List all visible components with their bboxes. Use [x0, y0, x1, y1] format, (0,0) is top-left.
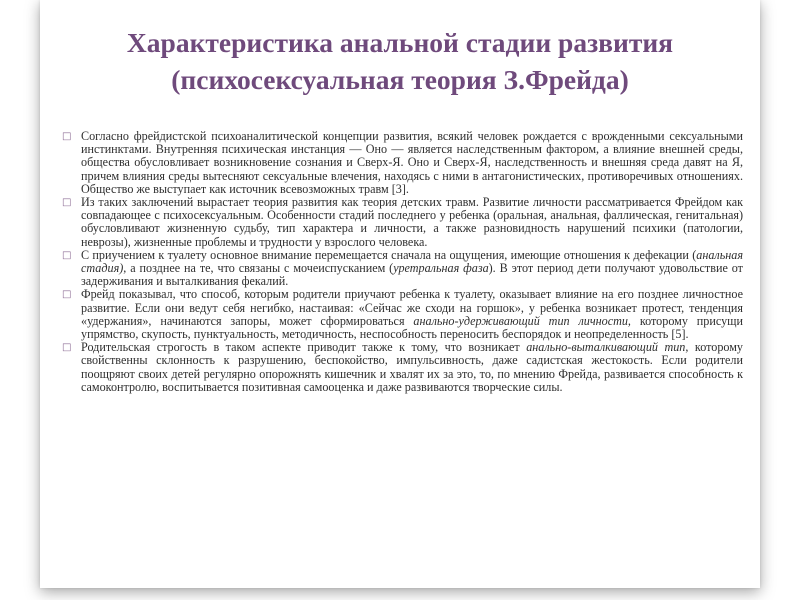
text-run: , которому свойственны склонность к разрушению, беспокойство, импульсивность, даже садистская жестокость. Если родители поощряют своих детей регулярно опорожнять кишечник и хвалят их за это, то, по мнению Фрейда, развивается способность к самоконтролю, воспитывается позитивная самооценка и даже развиваются творческие силы.: [81, 340, 743, 394]
bullet-square-icon: □: [62, 289, 72, 301]
italic-term: анально-выталкивающий тип: [526, 340, 686, 355]
bullet-text-1: [81, 129, 743, 196]
text-run: Фрейд показывал, что способ, которым родители приучают ребенка к туалету, оказывает влияние на его позднее личностное развитие. Если они ведут себя негибко, настаивая: «Сейчас же сходи на горшок», у ребенка возникает протест, тенденция «удержания», начинаются запоры, может сформироваться: [81, 287, 743, 328]
bullet-list: [60, 130, 743, 394]
text-run: Родительская строгость в таком аспекте приводит также к тому, что возникает: [81, 340, 527, 355]
slide: [40, 0, 760, 588]
bullet-text-4: [81, 287, 743, 341]
text-run: которому присущи упрямство, скупость, пунктуальность, методичность, неспособность переносить беспорядок и неопределенность [5].: [81, 313, 743, 342]
bullet-square-icon: □: [62, 131, 72, 142]
bullet-square-icon: □: [62, 197, 72, 209]
bullet-square-icon: □: [62, 249, 72, 261]
bullet-text-2: [81, 195, 743, 249]
bullet-item-5: [60, 341, 743, 394]
slide-title-line-2: (психосексуальная теория З.Фрейда): [171, 64, 629, 95]
text-run: , а позднее на те, что связаны с мочеиспусканием (: [123, 261, 394, 276]
bullet-item-2: [60, 196, 743, 249]
bullet-square-icon: □: [62, 342, 72, 354]
bullet-text-5: [81, 340, 743, 394]
text-run: С приучением к туалету основное внимание перемещается сначала на ощущения, имеющие отношения к дефекации (: [81, 247, 697, 262]
bullet-text-3: [81, 248, 743, 288]
bullet-item-3: [60, 249, 743, 289]
italic-term: анальная стадия): [81, 247, 743, 276]
text-run: Из таких заключений вырастает теория развития как теория детских травм. Развитие личности рассматривается Фрейдом как совпадающее с психосексуальным. Особенности стадий последнего у ребенка (оральная, анальная, фаллическая, генитальная) обусловливают жизненную судьбу, тип характера и личности, а также разновидность нарушений психики (патологии, неврозы), жизненные проблемы и трудности у взрослого человека.: [81, 195, 743, 249]
italic-term: уретральная фаза: [393, 261, 489, 276]
bullet-item-4: [60, 288, 743, 341]
text-run: Согласно фрейдистской психоаналитической концепции развития, всякий человек рождается с врожденными сексуальными инстинктами. Внутренняя психическая инстанция — Оно — является наследственным фактором, а влияние внешней среды, общества обусловливает возникновение сознания и Сверх-Я. Оно и Сверх-Я, наследственность и внешняя среда давят на Я, причем влияния среды вытесняют сексуальные влечения, находясь с ними в антагонистических, противоречивых отношениях. Общество же выступает как источник всевозможных травм [3].: [81, 129, 743, 196]
text-run: ). В этот период дети получают удовольствие от задерживания и выталкивания фекалий.: [81, 261, 743, 289]
slide-title-line-1: Характеристика анальной стадии развития: [126, 27, 674, 58]
italic-term: анально-удерживающий тип личности,: [413, 313, 631, 328]
slide-title: [40, 24, 760, 98]
bullet-item-1: [60, 130, 743, 196]
